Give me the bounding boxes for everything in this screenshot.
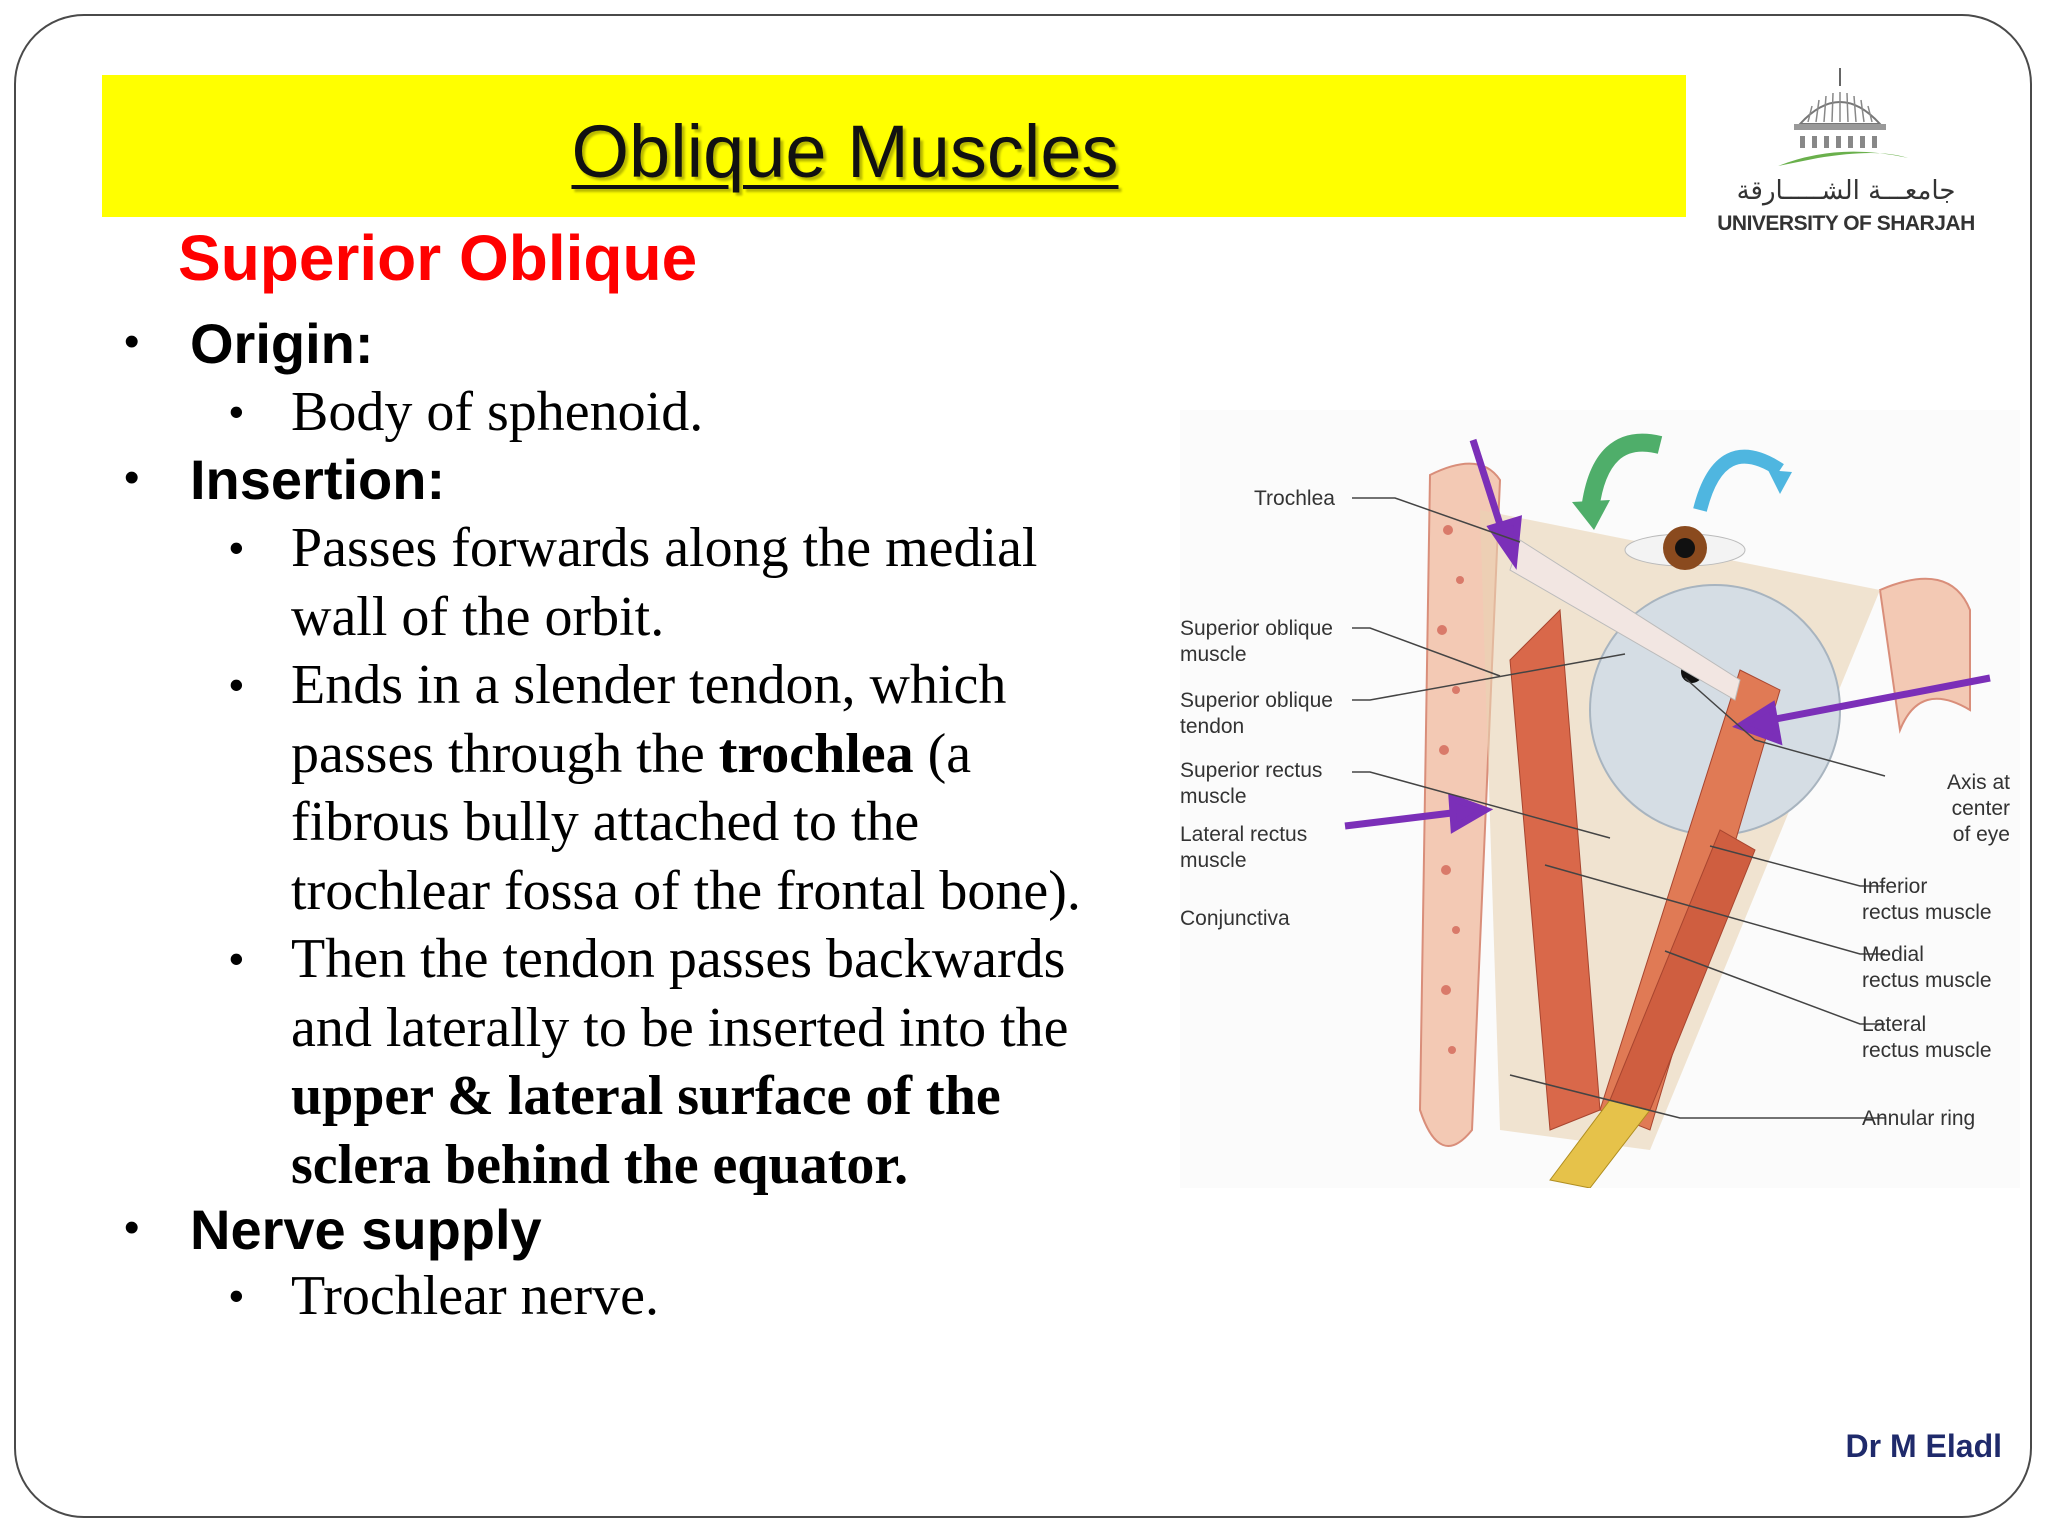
slide-title: Oblique Muscles: [571, 110, 1119, 193]
label-superior-oblique-tendon: [1180, 688, 1333, 740]
label-line: of eye: [1952, 823, 2010, 846]
dome-icon: [1708, 62, 1988, 182]
bullet-dot: •: [124, 1203, 140, 1252]
label-conjunctiva: Conjunctiva: [1180, 907, 1290, 930]
label-superior-oblique-muscle: [1180, 616, 1333, 668]
bullet-dot: •: [229, 1272, 244, 1319]
bullet-dot: •: [229, 524, 244, 571]
label-line: rectus muscle: [1862, 969, 1992, 992]
bullet-origin: [124, 312, 374, 375]
label-lateral-rectus-muscle-right: [1862, 1012, 1992, 1064]
label-line: center: [1951, 797, 2010, 820]
label-superior-rectus-muscle: [1180, 758, 1322, 810]
text-line: Passes forwards along the medial: [291, 517, 1038, 579]
bullet-insertion: [124, 448, 446, 511]
label-lateral-rectus-muscle-left: [1180, 822, 1307, 874]
bullet-dot: •: [229, 935, 244, 982]
label-line: Superior oblique: [1180, 689, 1333, 712]
nerve-heading: Nerve supply: [190, 1198, 542, 1261]
insertion-item-2: [229, 651, 1191, 925]
subtitle: Superior Oblique: [178, 222, 698, 294]
trochlea-term: trochlea: [718, 722, 914, 785]
text-line: Ends in a slender tendon, which: [291, 654, 1007, 716]
origin-text: Body of sphenoid.: [291, 381, 704, 443]
label-line: Superior oblique: [1180, 617, 1333, 640]
insertion-heading: Insertion:: [190, 448, 446, 511]
logo-english-text: UNIVERSITY OF SHARJAH: [1717, 212, 1975, 235]
text-line: [291, 1062, 1191, 1131]
label-line: Inferior: [1862, 875, 1928, 898]
label-line: muscle: [1180, 643, 1247, 666]
origin-item: [229, 378, 1191, 447]
text-line: Then the tendon passes backwards: [291, 928, 1066, 990]
nerve-text: Trochlear nerve.: [291, 1265, 660, 1327]
bullet-dot: •: [229, 661, 244, 708]
label-line: rectus muscle: [1862, 901, 1992, 924]
title-bar: [102, 75, 1686, 217]
label-line: muscle: [1180, 849, 1247, 872]
label-annular-ring: Annular ring: [1862, 1107, 1976, 1130]
label-line: Superior rectus: [1180, 759, 1323, 782]
eye-muscles-figure: [1180, 410, 2020, 1188]
label-line: muscle: [1180, 785, 1247, 808]
origin-heading: Origin:: [190, 312, 374, 375]
text-line: wall of the orbit.: [291, 585, 665, 648]
label-medial-rectus-muscle: [1862, 942, 1992, 994]
label-trochlea: Trochlea: [1254, 487, 1335, 510]
text-line: trochlear fossa of the frontal bone).: [291, 859, 1081, 922]
text-run: (a: [913, 722, 972, 785]
bold-text: upper & lateral surface of the: [291, 1065, 1001, 1127]
bullet-dot: •: [124, 453, 140, 502]
bold-text: sclera behind the equator.: [291, 1133, 909, 1196]
label-inferior-rectus-muscle: [1862, 874, 1992, 926]
label-line: Axis at: [1946, 771, 2010, 794]
nerve-item: [229, 1262, 1191, 1331]
label-line: Lateral: [1862, 1013, 1927, 1036]
text-line: fibrous bully attached to the: [291, 791, 920, 853]
insertion-item-3: [229, 925, 1191, 1199]
logo-arabic-text: جامعـــة الشـــــارقة: [1736, 176, 1956, 206]
label-axis-at-center-of-eye: [1930, 770, 2010, 848]
bullet-nerve-supply: [124, 1198, 542, 1261]
bullet-dot: •: [124, 317, 140, 366]
text-run: passes through the: [291, 722, 719, 785]
author-credit: Dr M Eladl: [1845, 1428, 2002, 1464]
text-line: and laterally to be inserted into the: [291, 996, 1069, 1059]
label-line: rectus muscle: [1862, 1039, 1992, 1062]
bullet-dot: •: [229, 388, 244, 435]
text-line: [291, 720, 1191, 789]
text-line: [291, 1131, 1191, 1200]
label-line: Lateral rectus: [1180, 823, 1308, 846]
insertion-item-1: [229, 514, 1191, 651]
label-line: Medial: [1862, 943, 1924, 966]
label-line: tendon: [1180, 715, 1245, 738]
